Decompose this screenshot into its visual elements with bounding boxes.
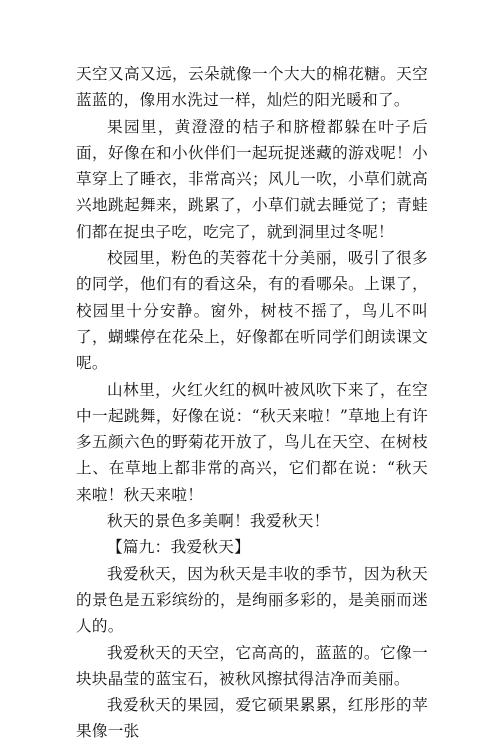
body-text xyxy=(76,61,428,745)
paragraph-intro: 我爱秋天，因为秋天是丰收的季节，因为秋天的景色是五彩缤纷的，是绚丽多彩的，是美丽而迷人的。 xyxy=(76,564,428,636)
paragraph-forest: 山林里，火红火红的枫叶被风吹下来了，在空中一起跳舞，好像在说：“秋天来啦！”草地上有许多五颜六色的野菊花开放了，鸟儿在天空、在树枝上、在草地上都非常的高兴，它们都在说：“秋天来啦！秋天来啦！ xyxy=(76,380,428,504)
paragraph-autumn-sky: 我爱秋天的天空，它高高的，蓝蓝的。它像一块块晶莹的蓝宝石，被秋风擦拭得洁净而美丽。 xyxy=(76,643,428,688)
paragraph-autumn-orchard: 我爱秋天的果园，爱它硕果累累，红彤彤的苹果像一张 xyxy=(76,696,428,741)
section-heading: 【篇九：我爱秋天】 xyxy=(107,538,251,557)
paragraph-campus: 校园里，粉色的芙蓉花十分美丽，吸引了很多的同学，他们有的看这朵，有的看哪朵。上课了，校园里十分安静。窗外，树枝不摇了，鸟儿不叫了，蝴蝶停在花朵上，好像都在听同学们朗读课文呢。 xyxy=(76,249,428,373)
paragraph-conclusion: 秋天的景色多美啊！我爱秋天！ xyxy=(107,512,330,531)
paragraph-orchard: 果园里，黄澄澄的桔子和脐橙都躲在叶子后面，好像在和小伙伴们一起玩捉迷藏的游戏呢！小草穿上了睡衣，非常高兴；风儿一吹，小草们就高兴地跳起舞来，跳累了，小草们就去睡觉了；青蛙们都在捉虫子吃，吃完了，就到洞里过冬呢！ xyxy=(76,117,428,241)
paragraph-sky: 天空又高又远，云朵就像一个大大的棉花糖。天空蓝蓝的，像用水洗过一样，灿烂的阳光暖和了。 xyxy=(76,65,428,110)
